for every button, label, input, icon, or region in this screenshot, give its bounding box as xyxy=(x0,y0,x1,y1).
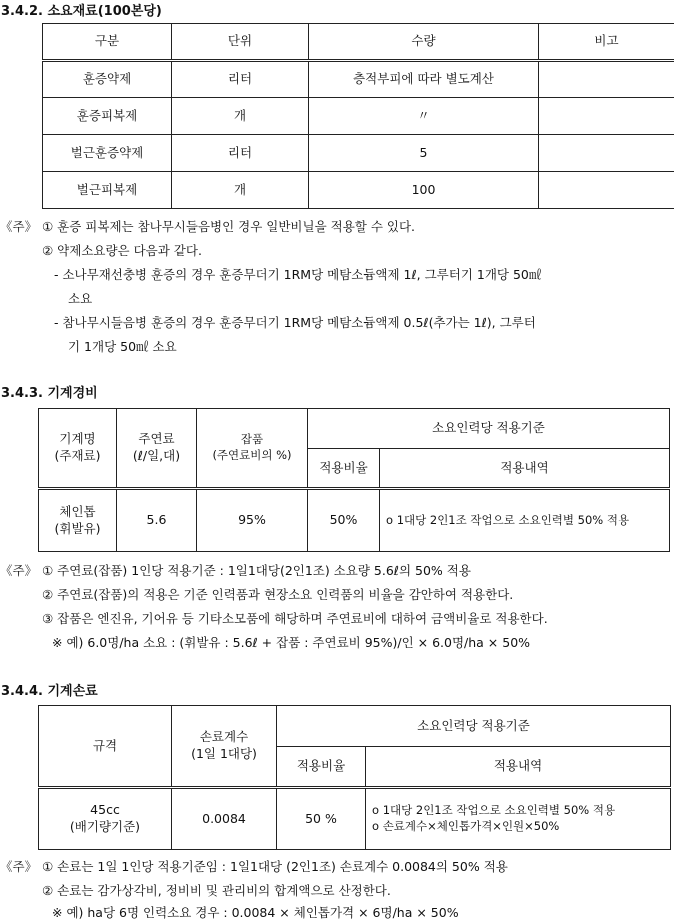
note-detail-cont: 소요 xyxy=(68,289,92,307)
cell-coefficient: 0.0084 xyxy=(172,788,277,850)
header-misc-supplies: 잡품 (주연료비의 %) xyxy=(197,409,308,489)
table-row xyxy=(43,135,674,172)
detail-line: o 1대당 2인1조 작업으로 소요인력별 50% 적용 xyxy=(372,803,668,819)
cell-quantity: 5 xyxy=(309,135,539,172)
header-spec: 규격 xyxy=(39,706,172,788)
cell-remarks xyxy=(539,61,674,98)
cell-quantity: 100 xyxy=(309,172,539,209)
note-detail: - 소나무재선충병 훈증의 경우 훈증무더기 1RM당 메탐소듐액제 1ℓ, 그루터기 1개당 50㎖ xyxy=(54,265,541,283)
header-detail: 적용내역 xyxy=(366,747,671,788)
detail-line: o 손료계수×체인톱가격×인원×50% xyxy=(372,819,668,835)
header-coefficient: 손료계수 (1일 1대당) xyxy=(172,706,277,788)
cell-detail xyxy=(366,788,671,850)
note-item: ① 훈증 피복제는 참나무시들음병인 경우 일반비닐을 적용할 수 있다. xyxy=(42,217,415,235)
cell-unit: 개 xyxy=(172,98,309,135)
cell-remarks xyxy=(539,135,674,172)
note-label: 《주》 xyxy=(0,217,37,235)
section-heading-machine-depreciation: 3.4.4. 기계손료 xyxy=(1,680,98,699)
cell-ratio: 50 % xyxy=(277,788,366,850)
cell-unit: 개 xyxy=(172,172,309,209)
cell-misc: 95% xyxy=(197,489,308,552)
cell-quantity: 〃 xyxy=(309,98,539,135)
cell-category: 벌근피복제 xyxy=(43,172,172,209)
cell-spec: 45cc (배기량기준) xyxy=(39,788,172,850)
header-standard: 소요인력당 적용기준 xyxy=(308,409,670,449)
header-detail: 적용내역 xyxy=(380,449,670,489)
machine-depreciation-table xyxy=(38,705,671,850)
header-standard: 소요인력당 적용기준 xyxy=(277,706,671,747)
note-item: ① 손료는 1일 1인당 적용기준임 : 1일1대당 (2인1조) 손료계수 0.0084의 50% 적용 xyxy=(42,857,508,875)
note-detail-cont: 기 1개당 50㎖ 소요 xyxy=(68,337,177,355)
table-row xyxy=(43,98,674,135)
note-item: ① 주연료(잡품) 1인당 적용기준 : 1일1대당(2인1조) 소요량 5.6ℓ의 50% 적용 xyxy=(42,561,471,579)
table-row xyxy=(43,172,674,209)
header-main-fuel: 주연료 (ℓ/일,대) xyxy=(117,409,197,489)
header-ratio: 적용비율 xyxy=(277,747,366,788)
table-row xyxy=(39,788,671,850)
note-label: 《주》 xyxy=(0,561,37,579)
note-detail: - 참나무시들음병 훈증의 경우 훈증무더기 1RM당 메탐소듐액제 0.5ℓ(추가는 1ℓ), 그루터 xyxy=(54,313,536,331)
cell-main-fuel: 5.6 xyxy=(117,489,197,552)
note-item: ② 손료는 감가상각비, 정비비 및 관리비의 합계액으로 산정한다. xyxy=(42,881,391,899)
materials-table xyxy=(42,23,674,209)
machine-cost-table xyxy=(38,408,670,552)
cell-unit: 리터 xyxy=(172,61,309,98)
table-row xyxy=(43,61,674,98)
section-heading-machine-cost: 3.4.3. 기계경비 xyxy=(1,382,98,401)
header-remarks: 비고 xyxy=(539,24,674,61)
note-example: ※ 예) ha당 6명 인력소요 경우 : 0.0084 × 체인톱가격 × 6명/ha × 50% xyxy=(52,903,459,921)
note-item: ③ 잡품은 엔진유, 기어유 등 기타소모품에 해당하며 주연료비에 대하여 금액비율로 적용한다. xyxy=(42,609,548,627)
note-label: 《주》 xyxy=(0,857,37,875)
header-ratio: 적용비율 xyxy=(308,449,380,489)
header-unit: 단위 xyxy=(172,24,309,61)
note-example: ※ 예) 6.0명/ha 소요 : (휘발유 : 5.6ℓ + 잡품 : 주연료비 95%)/인 × 6.0명/ha × 50% xyxy=(52,633,530,651)
cell-machine-name: 체인톱 (휘발유) xyxy=(39,489,117,552)
cell-detail: o 1대당 2인1조 작업으로 소요인력별 50% 적용 xyxy=(380,489,670,552)
cell-quantity: 층적부피에 따라 별도계산 xyxy=(309,61,539,98)
note-item: ② 주연료(잡품)의 적용은 기준 인력품과 현장소요 인력품의 비율을 감안하여 적용한다. xyxy=(42,585,513,603)
cell-category: 훈증피복제 xyxy=(43,98,172,135)
header-category: 구분 xyxy=(43,24,172,61)
cell-unit: 리터 xyxy=(172,135,309,172)
cell-ratio: 50% xyxy=(308,489,380,552)
table-row xyxy=(39,489,670,552)
note-item: ② 약제소요량은 다음과 같다. xyxy=(42,241,202,259)
cell-category: 훈증약제 xyxy=(43,61,172,98)
section-heading-materials: 3.4.2. 소요재료(100본당) xyxy=(1,0,162,19)
header-machine-name: 기계명 (주재료) xyxy=(39,409,117,489)
cell-remarks xyxy=(539,98,674,135)
cell-category: 벌근훈증약제 xyxy=(43,135,172,172)
header-quantity: 수량 xyxy=(309,24,539,61)
cell-remarks xyxy=(539,172,674,209)
